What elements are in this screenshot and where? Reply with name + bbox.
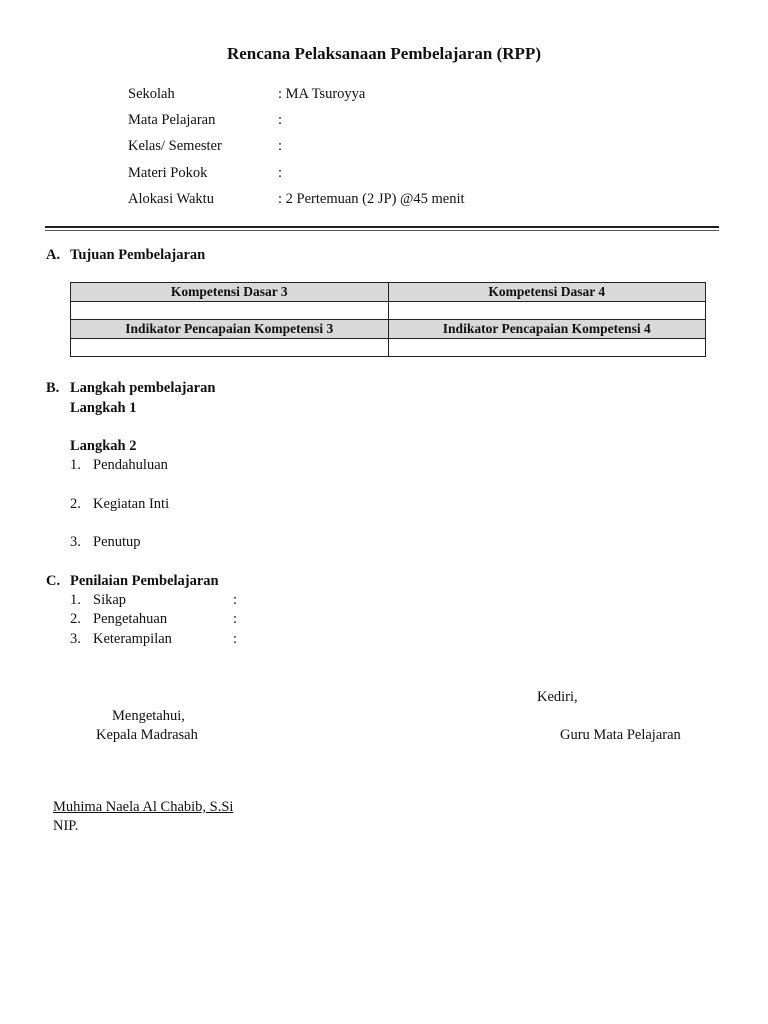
assessment-sikap-label: Sikap <box>93 592 127 608</box>
step-1-label: Langkah 1 <box>70 400 137 416</box>
kd4-cell <box>388 302 706 320</box>
assessment-colon: : <box>233 631 238 647</box>
list-item-pendahuluan: Pendahuluan <box>93 457 168 473</box>
section-c-letter: C. <box>46 573 61 589</box>
info-value-sekolah: : MA Tsuroyya <box>278 86 366 102</box>
info-value-mata-pelajaran: : <box>278 112 283 128</box>
list-item-number: 1. <box>70 457 81 473</box>
table-header-row <box>71 283 706 302</box>
ipk4-cell <box>388 339 706 357</box>
list-item-number: 3. <box>70 631 81 647</box>
info-label-mata-pelajaran: Mata Pelajaran <box>128 112 216 128</box>
section-a-letter: A. <box>46 247 61 263</box>
list-item-number: 2. <box>70 611 81 627</box>
assessment-keterampilan-label: Keterampilan <box>93 631 172 647</box>
list-item-number: 2. <box>70 496 81 512</box>
signature-head-title: Kepala Madrasah <box>96 727 198 743</box>
table-row <box>71 302 706 320</box>
section-b-title: Langkah pembelajaran <box>70 380 216 396</box>
header-kd3: Kompetensi Dasar 3 <box>71 283 389 302</box>
table-header-row <box>71 320 706 339</box>
list-item-kegiatan-inti: Kegiatan Inti <box>93 496 170 512</box>
assessment-pengetahuan-label: Pengetahuan <box>93 611 168 627</box>
info-value-kelas-semester: : <box>278 138 283 154</box>
header-ipk4: Indikator Pencapaian Kompetensi 4 <box>388 320 706 339</box>
section-b-letter: B. <box>46 380 60 396</box>
step-2-label: Langkah 2 <box>70 438 137 454</box>
table-row <box>71 339 706 357</box>
competency-table <box>70 282 706 357</box>
section-a-title: Tujuan Pembelajaran <box>70 247 206 263</box>
signature-place: Kediri, <box>537 689 578 705</box>
list-item-penutup: Penutup <box>93 534 141 550</box>
info-label-kelas-semester: Kelas/ Semester <box>128 138 222 154</box>
info-label-sekolah: Sekolah <box>128 86 175 102</box>
assessment-colon: : <box>233 611 238 627</box>
section-c-title: Penilaian Pembelajaran <box>70 573 219 589</box>
list-item-number: 1. <box>70 592 81 608</box>
header-kd4: Kompetensi Dasar 4 <box>388 283 706 302</box>
signature-teacher-title: Guru Mata Pelajaran <box>560 727 681 743</box>
assessment-colon: : <box>233 592 238 608</box>
signature-nip: NIP. <box>53 818 79 834</box>
info-value-alokasi-waktu: : 2 Pertemuan (2 JP) @45 menit <box>278 191 465 207</box>
header-ipk3: Indikator Pencapaian Kompetensi 3 <box>71 320 389 339</box>
signature-head-name: Muhima Naela Al Chabib, S.Si <box>53 799 234 815</box>
ipk3-cell <box>71 339 389 357</box>
header-divider-thick <box>45 226 719 228</box>
info-label-alokasi-waktu: Alokasi Waktu <box>128 191 214 207</box>
header-divider-thin <box>45 230 719 231</box>
signature-acknowledge: Mengetahui, <box>112 708 185 724</box>
list-item-number: 3. <box>70 534 81 550</box>
kd3-cell <box>71 302 389 320</box>
info-value-materi-pokok: : <box>278 165 283 181</box>
document-title: Rencana Pelaksanaan Pembelajaran (RPP) <box>226 44 541 63</box>
info-label-materi-pokok: Materi Pokok <box>128 165 208 181</box>
